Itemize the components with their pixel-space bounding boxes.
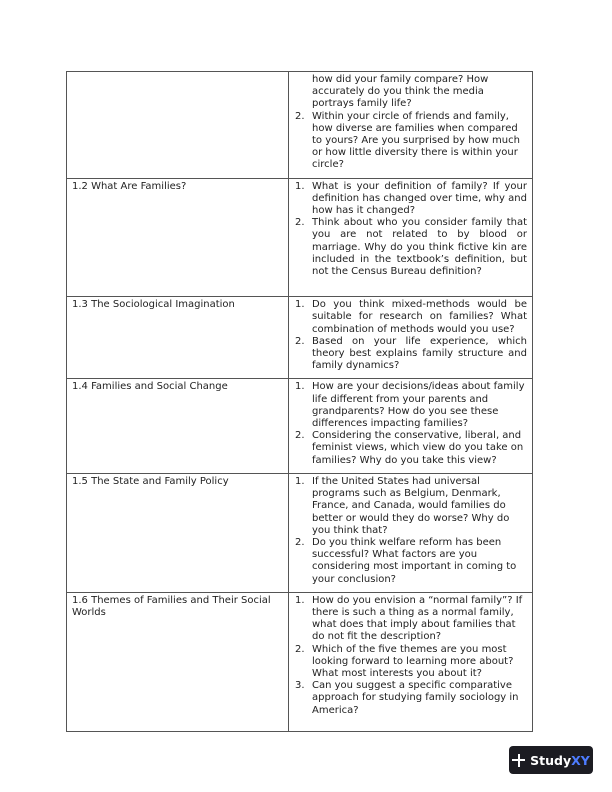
questions-cell [289,297,533,379]
plus-icon [512,754,525,767]
questions-cell [289,379,533,473]
question-item: 2. Based on your life experience, which theory best explains family structure and family dynamics? [295,335,527,372]
table-row [67,178,533,297]
section-title: 1.2 What Are Families? [67,178,289,297]
questions-cell [289,72,533,179]
studyxy-badge[interactable] [509,746,593,774]
question-list [294,381,527,466]
questions-cell [289,473,533,592]
questions-cell [289,178,533,297]
section-title: 1.6 Themes of Families and Their Social Worlds [67,592,289,731]
question-list [294,181,527,279]
question-item: 2. Within your circle of friends and family, how diverse are families when compared to yours? Are you surprised by how much or how little diversity there is within your circle? [295,110,520,171]
table-row [67,297,533,379]
brand-logo-text: StudyXY [530,752,590,768]
question-item: 1. If the United States had universal programs such as Belgium, Denmark, France, and Canada, would families do better or would they do worse? Why do you think that? [295,475,510,536]
question-item: 2. Considering the conservative, liberal, and feminist views, which view do you take on families? Why do you take this view? [295,430,524,466]
question-continuation: how did your family compare? How accurately do you think the media portrays family life? [312,74,489,110]
question-item: 3. Can you suggest a specific comparative approach for studying family sociology in America? [295,680,519,716]
question-list [294,299,527,372]
question-item: 1. How are your decisions/ideas about family life different from your parents and grandparents? How do you see these differences impacting families? [295,381,525,430]
table-row [67,72,533,179]
question-item: 1. Do you think mixed-methods would be suitable for research on families? What combination of methods would you use? [295,299,527,335]
question-item: 1. What is your definition of family? If your definition has changed over time, why and how has it changed? [295,180,527,217]
question-item: 2. Which of the five themes are you most looking forward to learning more about? What most interests you about it? [295,643,514,679]
questions-cell [289,592,533,731]
table-row [67,592,533,731]
section-title: 1.3 The Sociological Imagination [67,297,289,379]
question-list [294,595,527,717]
table-row [67,379,533,473]
section-title: 1.4 Families and Social Change [67,379,289,473]
section-title: 1.5 The State and Family Policy [67,473,289,592]
table-row [67,473,533,592]
questions-table [66,71,533,732]
question-item: 2. Think about who you consider family that you are not related to by blood or marriage. Why do you think fictive kin are included in the textbook’s definition, but not the Census Bureau definition? [295,217,527,278]
question-list [294,476,527,586]
question-item: 1. How do you envision a “normal family”? If there is such a thing as a normal family, what does that imply about families that do not fit the description? [295,594,523,643]
section-title [67,72,289,179]
question-list [294,111,527,172]
question-item: 2. Do you think welfare reform has been successful? What factors are you considering most important in coming to your conclusion? [295,536,517,585]
